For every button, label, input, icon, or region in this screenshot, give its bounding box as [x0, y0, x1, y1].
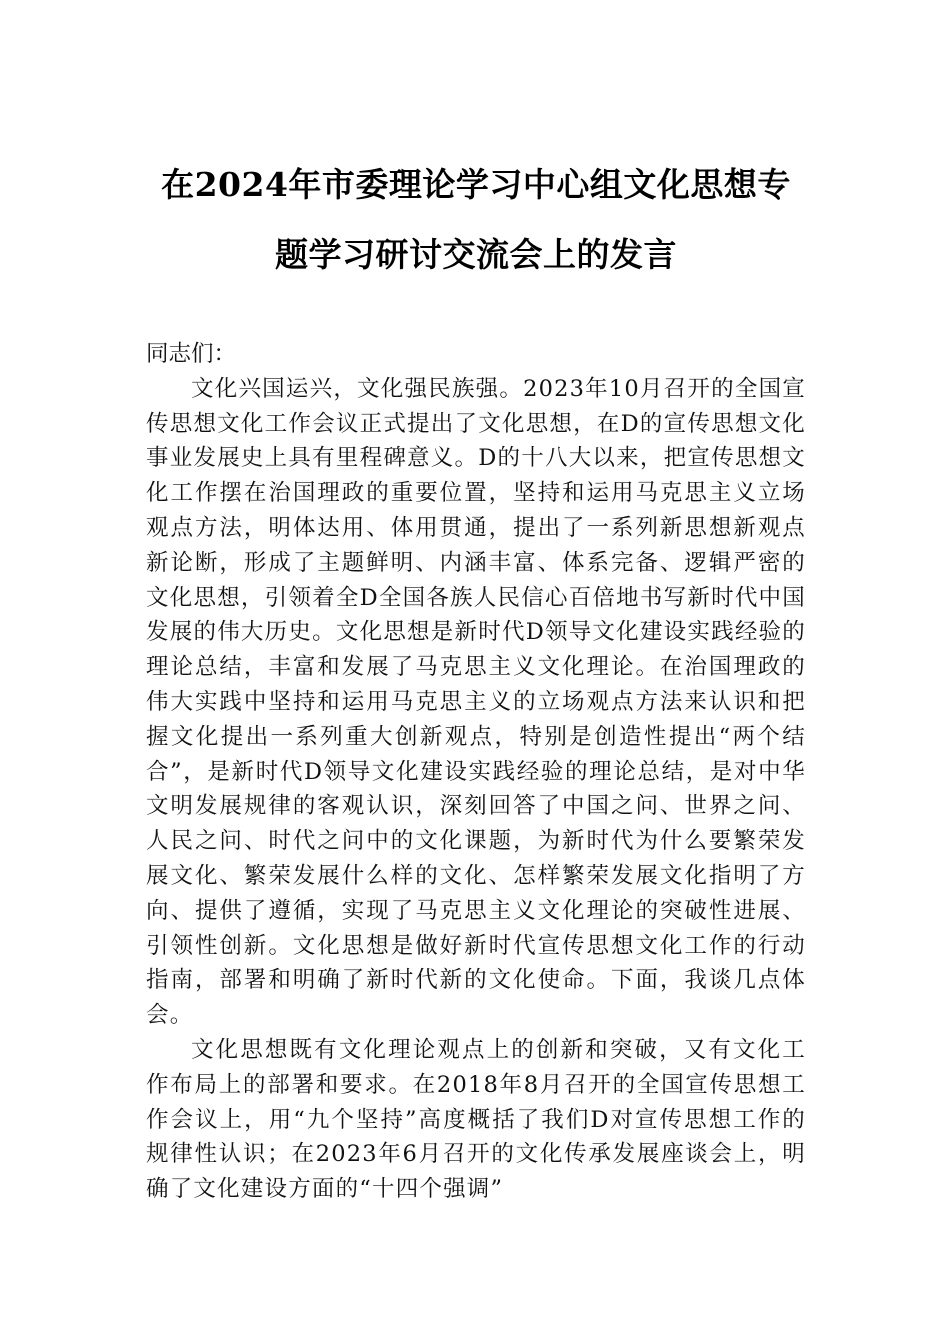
title-line-2: 题学习研讨交流会上的发言	[275, 235, 677, 274]
document-title	[146, 150, 806, 290]
salutation: 同志们：	[146, 341, 237, 367]
paragraph-1: 文化兴国运兴，文化强民族强。2023年10月召开的全国宣传思想文化工作会议正式提出了文化思想，在D的宣传思想文化事业发展史上具有里程碑意义。D的十八大以来，把宣传思想文化工作摆在治国理政的重要位置，坚持和运用马克思主义立场观点方法，明体达用、体用贯通，提出了一系列新思想新观点新论断，形成了主题鲜明、内涵丰富、体系完备、逻辑严密的文化思想，引领着全D全国各族人民信心百倍地书写新时代中国发展的伟大历史。文化思想是新时代D领导文化建设实践经验的理论总结，丰富和发展了马克思主义文化理论。在治国理政的伟大实践中坚持和运用马克思主义的立场观点方法来认识和把握文化提出一系列重大创新观点，特别是创造性提出“两个结合”，是新时代D领导文化建设实践经验的理论总结，是对中华文明发展规律的客观认识，深刻回答了中国之问、世界之问、人民之问、时代之问中的文化课题，为新时代为什么要繁荣发展文化、繁荣发展什么样的文化、怎样繁荣发展文化指明了方向、提供了遵循，实现了马克思主义文化理论的突破性进展、引领性创新。文化思想是做好新时代宣传思想文化工作的行动指南，部署和明确了新时代新的文化使命。下面，我谈几点体会。	[146, 375, 806, 1029]
paragraph-2: 文化思想既有文化理论观点上的创新和突破，又有文化工作布局上的部署和要求。在2018年8月召开的全国宣传思想工作会议上，用“九个坚持”高度概括了我们D对宣传思想工作的规律性认识；在2023年6月召开的文化传承发展座谈会上，明确了文化建设方面的“十四个强调”	[146, 1036, 806, 1203]
document-page	[146, 150, 806, 1207]
title-line-1: 在2024年市委理论学习中心组文化思想专	[161, 165, 791, 204]
